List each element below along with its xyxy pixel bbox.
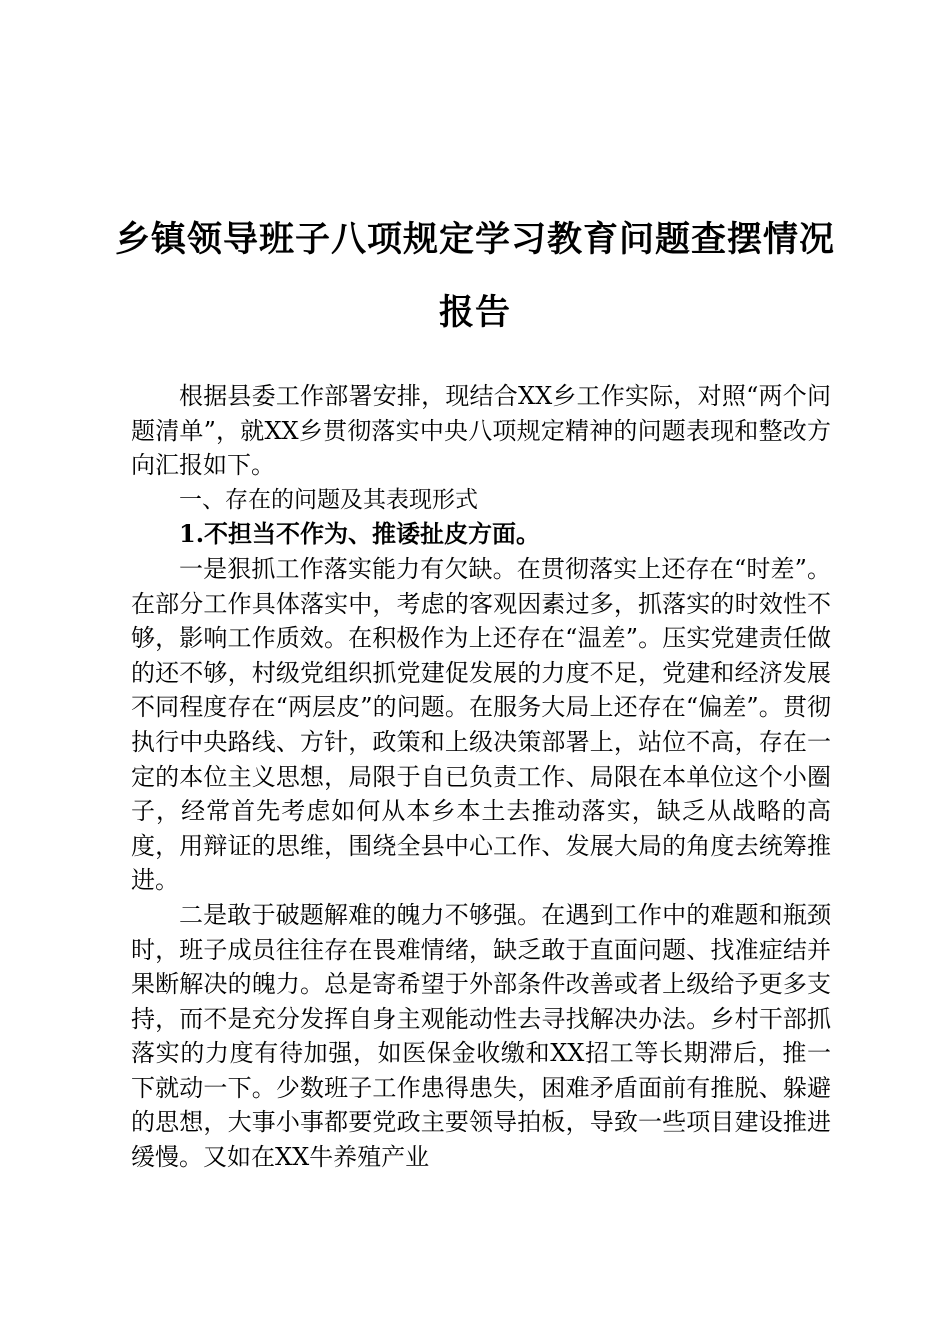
document-title-line-1: 乡镇领导班子八项规定学习教育问题查摆情况 [114,219,835,260]
intro-paragraph: 根据县委工作部署安排，现结合XX乡工作实际，对照“两个问题清单”，就XX乡贯彻落实中央八项规定精神的问题表现和整改方向汇报如下。 [131,382,831,480]
document-body [131,379,831,1175]
body-paragraph-2: 二是敢于破题解难的魄力不够强。在遇到工作中的难题和瓶颈时，班子成员往往存在畏难情绪，缺乏敢于直面问题、找准症结并果断解决的魄力。总是寄希望于外部条件改善或者上级给予更多支持，而不是充分发挥自身主观能动性去寻找解决办法。乡村干部抓落实的力度有待加强，如医保金收缴和XX招工等长期滞后，推一下就动一下。少数班子工作患得患失，困难矛盾面前有推脱、躲避的思想，大事小事都要党政主要领导拍板，导致一些项目建设推进缓慢。又如在XX牛养殖产业 [131,900,831,1172]
section-heading-1: 一、存在的问题及其表现形式 [179,486,478,513]
document-title-line-2: 报告 [438,292,511,333]
body-paragraph-1: 一是狠抓工作落实能力有欠缺。在贯彻落实上还存在“时差”。在部分工作具体落实中，考虑的客观因素过多，抓落实的时效性不够，影响工作质效。在积极作为上还存在“温差”。压实党建责任做的还不够，村级党组织抓党建促发展的力度不足，党建和经济发展不同程度存在“两层皮”的问题。在服务大局上还存在“偏差”。贯彻执行中央路线、方针，政策和上级决策部署上，站位不高，存在一定的本位主义思想，局限于自已负责工作、局限在本单位这个小圈子，经常首先考虑如何从本乡本土去推动落实，缺乏从战略的高度，用辩证的思维，围绕全县中心工作、发展大局的角度去统筹推进。 [131,554,831,895]
subsection-heading-1: 1.不担当不作为、推诿扯皮方面。 [179,519,541,549]
